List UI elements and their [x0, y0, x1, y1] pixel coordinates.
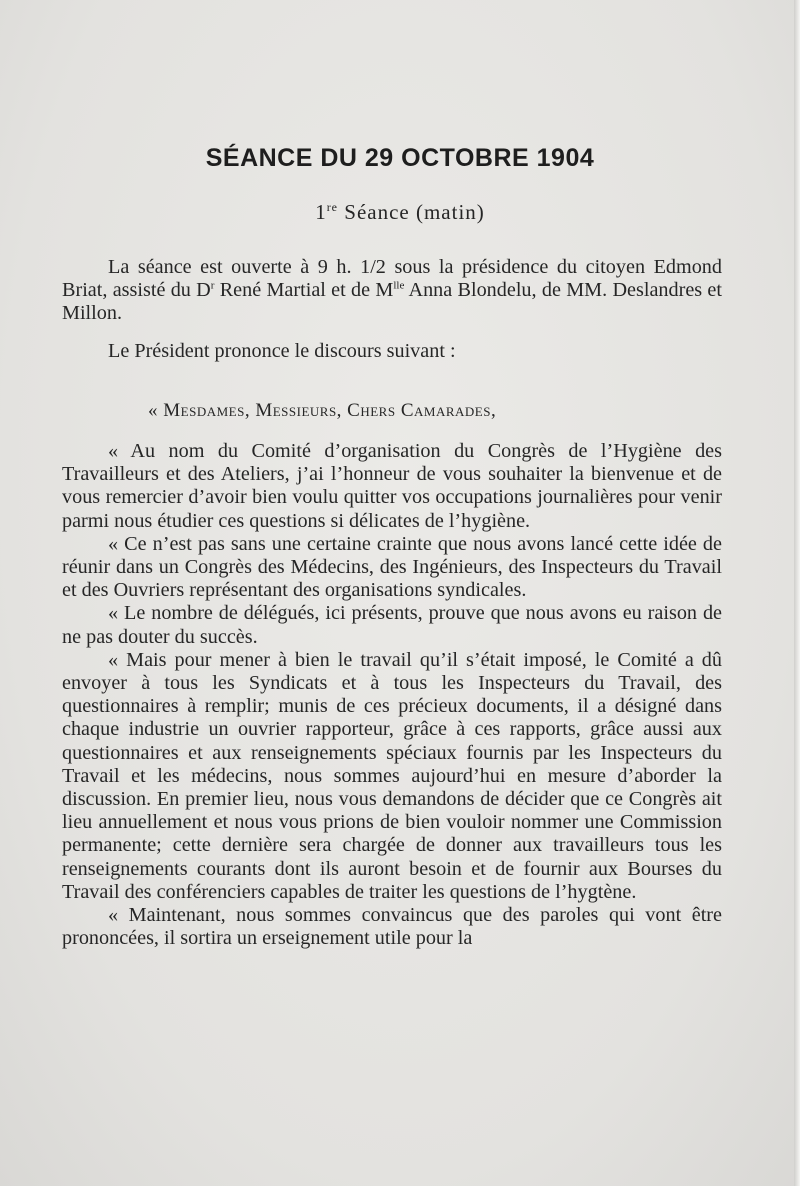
session-subtitle	[0, 200, 800, 225]
page-title: SÉANCE DU 29 OCTOBRE 1904	[205, 144, 595, 172]
intro-block-2	[62, 340, 722, 363]
intro-sup-mlle: lle	[393, 279, 405, 292]
scan-edge	[794, 0, 800, 1186]
speech-paragraph: « Au nom du Comité d’organisation du Congrès de l’Hygiène des Travailleurs et des Ateliers, j’ai l’honneur de vous souhaiter la bienvenue et de vous remercier d’avoir bien voulu quitter vos occupations journalières pour venir parmi nous étudier ces questions si délicates de l’hygiène.	[62, 440, 722, 532]
speech-paragraph: « Ce n’est pas sans une certaine crainte que nous avons lancé cette idée de réunir dans un Congrès des Médecins, des Ingénieurs, des Inspecteurs du Travail et des Ouvriers représentant des organisations syndicales.	[62, 532, 722, 602]
intro-sup-dr: r	[210, 279, 215, 292]
speech-paragraph: « Mais pour mener à bien le travail qu’il s’était imposé, le Comité a dû envoyer à tous les Syndicats et à tous les Inspecteurs du Travail, des questionnaires à remplir; munis de ces précieux documents, il a désigné dans chaque industrie un ouvrier rapporteur, grâce à ces rapports, grâce aussi aux questionnaires et aux renseignements spéciaux fournis par les Inspecteurs du Travail et les médecins, nous sommes aujourd’hui en mesure d’aborder la discussion. En premier lieu, nous vous demandons de décider que ce Congrès ait lieu annuellement et nous vous prions de bien vouloir nommer une Commission permanente; cette dernière sera chargée de donner aux travailleurs tous les renseignements courants dont ils auront besoin et de fournir aux Bourses du Travail des conférenciers capables de traiter les questions de l’hygtène.	[62, 648, 722, 903]
intro-text-a: La séance est ouverte à 9 h. 1/2 sous la présidence du citoyen Edmond Briat, assisté du D	[62, 256, 722, 302]
speech-paragraph: « Maintenant, nous sommes convaincus que des paroles qui vont être prononcées, il sortira un erseignement utile pour la	[62, 904, 722, 950]
intro-text-c: Anna Blondelu, de MM. Deslandres et Millon.	[62, 279, 722, 325]
speech-body	[62, 440, 722, 950]
subtitle-number: 1	[315, 200, 327, 224]
salutation: « Mesdames, Messieurs, Chers Camarades,	[148, 400, 497, 421]
subtitle-text: Séance (matin)	[338, 200, 485, 224]
president-announcement: Le Président prononce le discours suivant :	[108, 340, 456, 362]
speech-paragraph: « Le nombre de délégués, ici présents, prouve que nous avons eu raison de ne pas douter du succès.	[62, 602, 722, 648]
intro-block	[62, 256, 722, 326]
intro-paragraph	[62, 256, 722, 326]
subtitle-superscript: re	[326, 200, 339, 214]
intro-text-b: René Martial et de M	[214, 279, 394, 302]
